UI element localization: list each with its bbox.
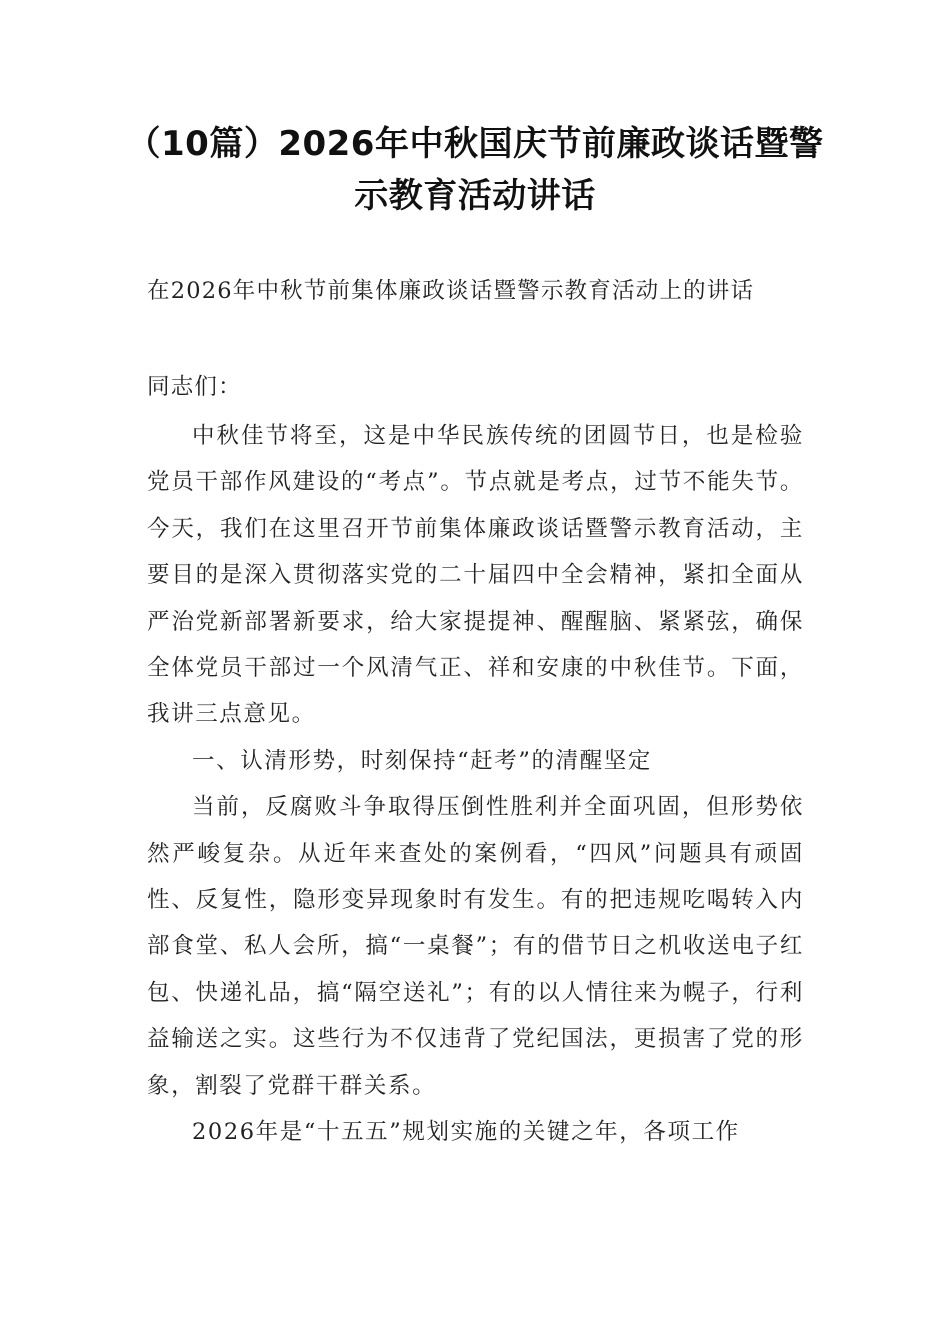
section-heading: 一、认清形势，时刻保持“赶考”的清醒坚定 — [192, 747, 653, 774]
body-paragraph: 当前，反腐败斗争取得压倒性胜利并全面巩固，但形势依然严峻复杂。从近年来查处的案例看，“四风”问题具有顽固性、反复性，隐形变异现象时有发生。有的把违规吃喝转入内部食堂、私人会所，搞“一桌餐”；有的借节日之机收送电子红包、快递礼品，搞“隔空送礼”；有的以人情往来为幌子，行利益输送之实。这些行为不仅违背了党纪国法，更损害了党的形象，割裂了党群干群关系。 — [147, 794, 804, 1099]
body-paragraph: 中秋佳节将至，这是中华民族传统的团圆节日，也是检验党员干部作风建设的“考点”。节点就是考点，过节不能失节。今天，我们在这里召开节前集体廉政谈话暨警示教育活动，主要目的是深入贯彻落实党的二十届四中全会精神，紧扣全面从严治党新部署新要求，给大家提提神、醒醒脑、紧紧弦，确保全体党员干部过一个风清气正、祥和安康的中秋佳节。下面，我讲三点意见。 — [147, 423, 804, 728]
document-title: （10篇）2026年中秋国庆节前廉政谈话暨警示教育活动讲话 — [126, 124, 824, 216]
salutation: 同志们： — [147, 374, 242, 400]
document-body — [147, 413, 804, 1156]
body-paragraph: 2026年是“十五五”规划实施的关键之年，各项工作 — [192, 1119, 740, 1146]
document-subtitle: 在2026年中秋节前集体廉政谈话暨警示教育活动上的讲话 — [147, 278, 755, 304]
